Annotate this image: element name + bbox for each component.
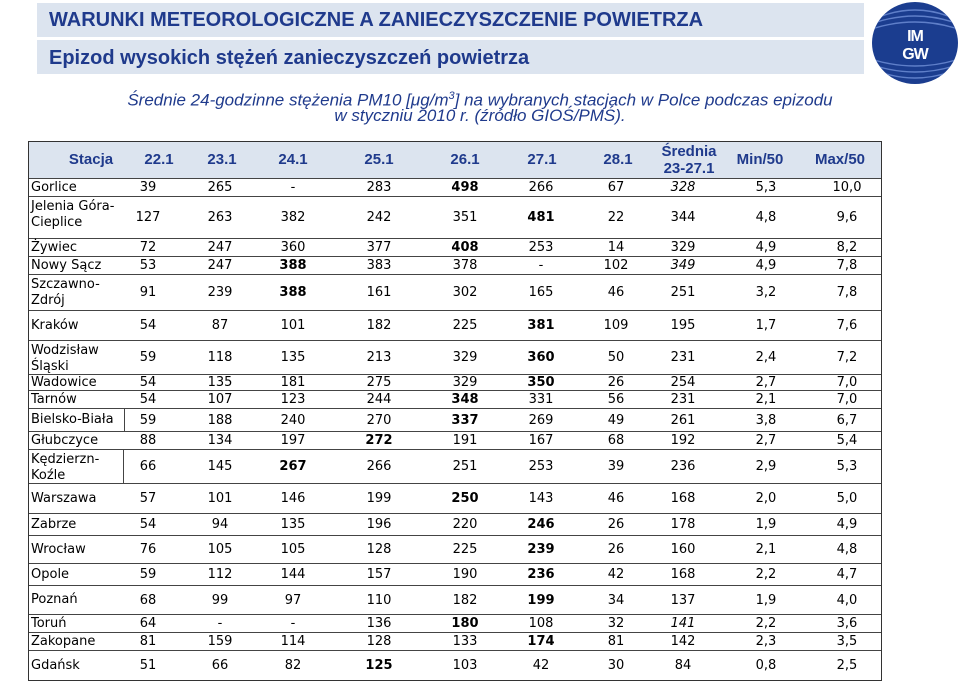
max-cell: 8,2	[836, 240, 858, 255]
value-cell: 348	[451, 392, 479, 407]
imgw-logo-icon	[872, 2, 958, 84]
value-cell: -	[538, 258, 544, 273]
value-cell: 269	[528, 412, 554, 428]
table-header	[29, 142, 881, 178]
value-cell: 133	[452, 634, 478, 649]
value-cell: 196	[366, 517, 392, 532]
avg-cell: 344	[670, 210, 696, 225]
min-cell: 2,7	[755, 433, 777, 448]
value-cell: 39	[139, 180, 157, 195]
min-cell: 0,8	[755, 658, 777, 673]
value-cell: 50	[607, 350, 625, 365]
col-max: Max/50	[814, 151, 866, 168]
value-cell: 54	[139, 318, 157, 333]
value-cell: 213	[366, 350, 392, 365]
value-cell: 382	[280, 210, 306, 225]
logo-text-1: IM	[907, 28, 923, 45]
value-cell: 72	[139, 240, 157, 255]
avg-cell: 329	[670, 240, 696, 255]
value-cell: 125	[365, 658, 393, 673]
value-cell: 26	[607, 375, 625, 390]
max-cell: 2,5	[836, 658, 858, 673]
value-cell: 265	[207, 180, 233, 195]
value-cell: 199	[527, 592, 555, 608]
station-name: Toruń	[31, 615, 67, 631]
value-cell: 383	[366, 258, 392, 273]
min-cell: 5,3	[755, 180, 777, 195]
value-cell: 68	[139, 592, 157, 608]
col-d7: 28.1	[603, 151, 633, 168]
table-row	[29, 614, 881, 632]
value-cell: 97	[284, 592, 302, 608]
avg-cell: 178	[670, 517, 696, 532]
value-cell: 242	[366, 210, 392, 225]
value-cell: 388	[279, 285, 307, 300]
value-cell: 350	[527, 375, 555, 390]
col-avg: Średnia 23-27.1	[661, 143, 717, 177]
value-cell: 26	[607, 542, 625, 557]
station-name: Bielsko-Biała	[31, 409, 125, 431]
value-cell: 498	[451, 180, 479, 195]
description-line-1: Średnie 24-godzinne stężenia PM10 $[\mu g/m^3]$ na wybranych stacjach w Polce podczas epizodu	[127, 90, 833, 110]
value-cell: 82	[284, 658, 302, 673]
value-cell: 275	[366, 375, 392, 390]
max-cell: 7,2	[836, 350, 858, 365]
station-name: Jelenia Góra-Cieplice	[31, 199, 115, 230]
value-cell: 136	[366, 616, 392, 631]
value-cell: 101	[207, 491, 233, 506]
value-cell: 239	[527, 542, 555, 557]
value-cell: 236	[527, 567, 555, 582]
value-cell: 360	[280, 240, 306, 255]
max-cell: 10,0	[832, 180, 862, 195]
table-row	[29, 563, 881, 585]
value-cell: 87	[211, 318, 229, 333]
value-cell: 81	[139, 634, 157, 649]
avg-cell: 192	[670, 433, 696, 448]
avg-cell: 254	[670, 375, 696, 390]
value-cell: 26	[607, 517, 625, 532]
value-cell: 283	[366, 180, 392, 195]
value-cell: 42	[607, 567, 625, 582]
value-cell: 108	[528, 616, 554, 631]
station-name: Warszawa	[31, 490, 97, 506]
value-cell: -	[290, 180, 296, 195]
value-cell: 180	[451, 616, 479, 631]
value-cell: 182	[366, 318, 392, 333]
value-cell: 112	[207, 567, 233, 582]
value-cell: 54	[139, 375, 157, 390]
value-cell: 246	[527, 517, 555, 532]
station-name: Tarnów	[31, 391, 77, 407]
table-row	[29, 178, 881, 196]
table-row	[29, 374, 881, 390]
avg-cell: 137	[670, 592, 696, 608]
table-row	[29, 632, 881, 650]
value-cell: 240	[280, 412, 306, 428]
min-cell: 4,8	[755, 210, 777, 225]
value-cell: 59	[139, 567, 157, 582]
value-cell: 225	[452, 318, 478, 333]
max-cell: 5,0	[836, 491, 858, 506]
value-cell: 331	[528, 392, 554, 407]
avg-cell: 251	[670, 285, 696, 300]
value-cell: 135	[280, 517, 306, 532]
value-cell: 174	[527, 634, 555, 649]
value-cell: 102	[603, 258, 629, 273]
value-cell: 167	[528, 433, 554, 448]
value-cell: 165	[528, 285, 554, 300]
max-cell: 5,3	[836, 459, 858, 474]
value-cell: 351	[452, 210, 478, 225]
value-cell: 159	[207, 634, 233, 649]
value-cell: 14	[607, 240, 625, 255]
table-row	[29, 310, 881, 340]
value-cell: 199	[366, 491, 392, 506]
value-cell: 99	[211, 592, 229, 608]
table-row	[29, 585, 881, 614]
page-subtitle: Epizod wysokich stężeń zanieczyszczeń powietrza	[37, 40, 864, 74]
logo-text-2: GW	[902, 46, 928, 63]
table-row	[29, 513, 881, 535]
value-cell: 329	[452, 375, 478, 390]
value-cell: 39	[607, 459, 625, 474]
avg-cell: 141	[670, 616, 696, 631]
value-cell: 388	[279, 258, 307, 273]
value-cell: 181	[280, 375, 306, 390]
max-cell: 9,6	[836, 210, 858, 225]
max-cell: 4,8	[836, 542, 858, 557]
station-name: Wadowice	[31, 374, 97, 390]
value-cell: 107	[207, 392, 233, 407]
value-cell: 225	[452, 542, 478, 557]
value-cell: 68	[607, 433, 625, 448]
value-cell: 53	[139, 258, 157, 273]
value-cell: 51	[139, 658, 157, 673]
value-cell: 59	[139, 350, 157, 365]
min-cell: 3,8	[755, 412, 777, 428]
max-cell: 4,0	[836, 592, 858, 608]
value-cell: 114	[280, 634, 306, 649]
avg-cell: 328	[670, 180, 696, 195]
value-cell: 360	[527, 350, 555, 365]
value-cell: 30	[607, 658, 625, 673]
max-cell: 7,6	[836, 318, 858, 333]
value-cell: 59	[139, 412, 157, 428]
station-name: Wrocław	[31, 541, 86, 557]
table-row	[29, 535, 881, 563]
min-cell: 1,7	[755, 318, 777, 333]
pm10-table	[28, 141, 882, 681]
col-d6: 27.1	[527, 151, 557, 168]
value-cell: 67	[607, 180, 625, 195]
value-cell: 34	[607, 592, 625, 608]
value-cell: 135	[280, 350, 306, 365]
max-cell: 5,4	[836, 433, 858, 448]
value-cell: 270	[366, 412, 392, 428]
value-cell: 239	[207, 285, 233, 300]
col-d1: 22.1	[144, 151, 174, 168]
value-cell: 481	[527, 210, 555, 225]
avg-cell: 168	[670, 491, 696, 506]
table-row	[29, 340, 881, 374]
page-title: WARUNKI METEOROLOGICZNE A ZANIECZYSZCZENIE POWIETRZA	[37, 3, 864, 37]
avg-cell: 236	[670, 459, 696, 474]
value-cell: 134	[207, 433, 233, 448]
station-name: Kędzierzn-Koźle	[31, 450, 124, 483]
value-cell: 190	[452, 567, 478, 582]
min-cell: 2,1	[755, 542, 777, 557]
station-name: Wodzisław Śląski	[31, 343, 99, 374]
station-name: Szczawno-Zdrój	[31, 277, 100, 308]
value-cell: 46	[607, 285, 625, 300]
value-cell: 144	[280, 567, 306, 582]
value-cell: 272	[365, 433, 393, 448]
station-name: Zabrze	[31, 516, 77, 532]
min-cell: 2,4	[755, 350, 777, 365]
col-d3: 24.1	[278, 151, 308, 168]
col-d4: 25.1	[364, 151, 394, 168]
min-cell: 2,3	[755, 634, 777, 649]
value-cell: 253	[528, 240, 554, 255]
value-cell: 110	[366, 592, 392, 608]
min-cell: 1,9	[755, 517, 777, 532]
value-cell: 127	[135, 210, 161, 225]
value-cell: 105	[207, 542, 233, 557]
min-cell: 2,2	[755, 567, 777, 582]
value-cell: 101	[280, 318, 306, 333]
value-cell: 247	[207, 258, 233, 273]
station-name: Poznań	[31, 592, 78, 607]
value-cell: 76	[139, 542, 157, 557]
value-cell: 66	[139, 459, 157, 474]
min-cell: 2,9	[755, 459, 777, 474]
station-name: Nowy Sącz	[31, 257, 102, 273]
value-cell: 54	[139, 392, 157, 407]
description-line-2: w styczniu 2010 r. (źródło GIOŚ/PMŚ).	[334, 106, 626, 125]
value-cell: 266	[528, 180, 554, 195]
table-row	[29, 256, 881, 274]
value-cell: 191	[452, 433, 478, 448]
col-station: Stacja	[68, 151, 114, 168]
max-cell: 7,0	[836, 392, 858, 407]
value-cell: 118	[207, 350, 233, 365]
value-cell: 263	[207, 210, 233, 225]
min-cell: 3,2	[755, 285, 777, 300]
value-cell: 94	[211, 517, 229, 532]
value-cell: -	[217, 616, 223, 631]
value-cell: 42	[532, 658, 550, 673]
min-cell: 2,1	[755, 392, 777, 407]
value-cell: 54	[139, 517, 157, 532]
value-cell: 220	[452, 517, 478, 532]
value-cell: 109	[603, 318, 629, 333]
max-cell: 7,8	[836, 258, 858, 273]
table-row	[29, 431, 881, 449]
value-cell: 188	[207, 412, 233, 428]
value-cell: 135	[207, 375, 233, 390]
min-cell: 4,9	[755, 240, 777, 255]
max-cell: 3,6	[836, 616, 858, 631]
avg-cell: 231	[670, 392, 696, 407]
value-cell: 157	[366, 567, 392, 582]
station-name: Głubczyce	[31, 432, 99, 448]
col-d5: 26.1	[450, 151, 480, 168]
avg-cell: 195	[670, 318, 696, 333]
value-cell: 182	[452, 592, 478, 608]
value-cell: 267	[279, 459, 307, 474]
value-cell: 247	[207, 240, 233, 255]
value-cell: 81	[607, 634, 625, 649]
avg-cell: 261	[670, 412, 696, 428]
value-cell: 123	[280, 392, 306, 407]
value-cell: 88	[139, 433, 157, 448]
min-cell: 4,9	[755, 258, 777, 273]
avg-cell: 349	[670, 258, 696, 273]
value-cell: 128	[366, 634, 392, 649]
value-cell: 66	[211, 658, 229, 673]
value-cell: 408	[451, 240, 479, 255]
value-cell: 32	[607, 616, 625, 631]
max-cell: 7,8	[836, 285, 858, 300]
max-cell: 4,9	[836, 517, 858, 532]
value-cell: 143	[528, 491, 554, 506]
max-cell: 6,7	[836, 412, 858, 428]
value-cell: 378	[452, 258, 478, 273]
max-cell: 3,5	[836, 634, 858, 649]
value-cell: 266	[366, 459, 392, 474]
min-cell: 2,2	[755, 616, 777, 631]
value-cell: 56	[607, 392, 625, 407]
min-cell: 2,7	[755, 375, 777, 390]
table-row	[29, 483, 881, 513]
value-cell: 251	[452, 459, 478, 474]
avg-cell: 231	[670, 350, 696, 365]
avg-cell: 142	[670, 634, 696, 649]
station-name: Gorlice	[31, 179, 77, 195]
value-cell: 381	[527, 318, 555, 333]
value-cell: 91	[139, 285, 157, 300]
value-cell: 302	[452, 285, 478, 300]
col-d2: 23.1	[207, 151, 237, 168]
station-name: Gdańsk	[31, 657, 80, 673]
station-name: Żywiec	[31, 239, 77, 255]
value-cell: 197	[280, 433, 306, 448]
value-cell: 64	[139, 616, 157, 631]
value-cell: 329	[452, 350, 478, 365]
value-cell: 250	[451, 491, 479, 506]
station-name: Opole	[31, 566, 70, 582]
col-min: Min/50	[736, 151, 784, 168]
value-cell: 244	[366, 392, 392, 407]
max-cell: 7,0	[836, 375, 858, 390]
avg-cell: 160	[670, 542, 696, 557]
value-cell: 128	[366, 542, 392, 557]
table-row	[29, 196, 881, 238]
value-cell: 337	[451, 412, 479, 428]
value-cell: 22	[607, 210, 625, 225]
table-row	[29, 650, 881, 680]
station-name: Zakopane	[31, 633, 96, 649]
value-cell: 377	[366, 240, 392, 255]
value-cell: 105	[280, 542, 306, 557]
min-cell: 1,9	[755, 592, 777, 608]
table-row	[29, 238, 881, 256]
avg-cell: 84	[674, 658, 692, 673]
table-row	[29, 449, 881, 483]
table-row	[29, 408, 881, 431]
table-row	[29, 274, 881, 310]
value-cell: 161	[366, 285, 392, 300]
value-cell: 49	[607, 412, 625, 428]
station-name: Kraków	[31, 317, 79, 333]
value-cell: 57	[139, 491, 157, 506]
value-cell: 253	[528, 459, 554, 474]
max-cell: 4,7	[836, 567, 858, 582]
value-cell: -	[290, 616, 296, 631]
value-cell: 146	[280, 491, 306, 506]
value-cell: 103	[452, 658, 478, 673]
value-cell: 46	[607, 491, 625, 506]
table-row	[29, 390, 881, 408]
min-cell: 2,0	[755, 491, 777, 506]
avg-cell: 168	[670, 567, 696, 582]
value-cell: 145	[207, 459, 233, 474]
